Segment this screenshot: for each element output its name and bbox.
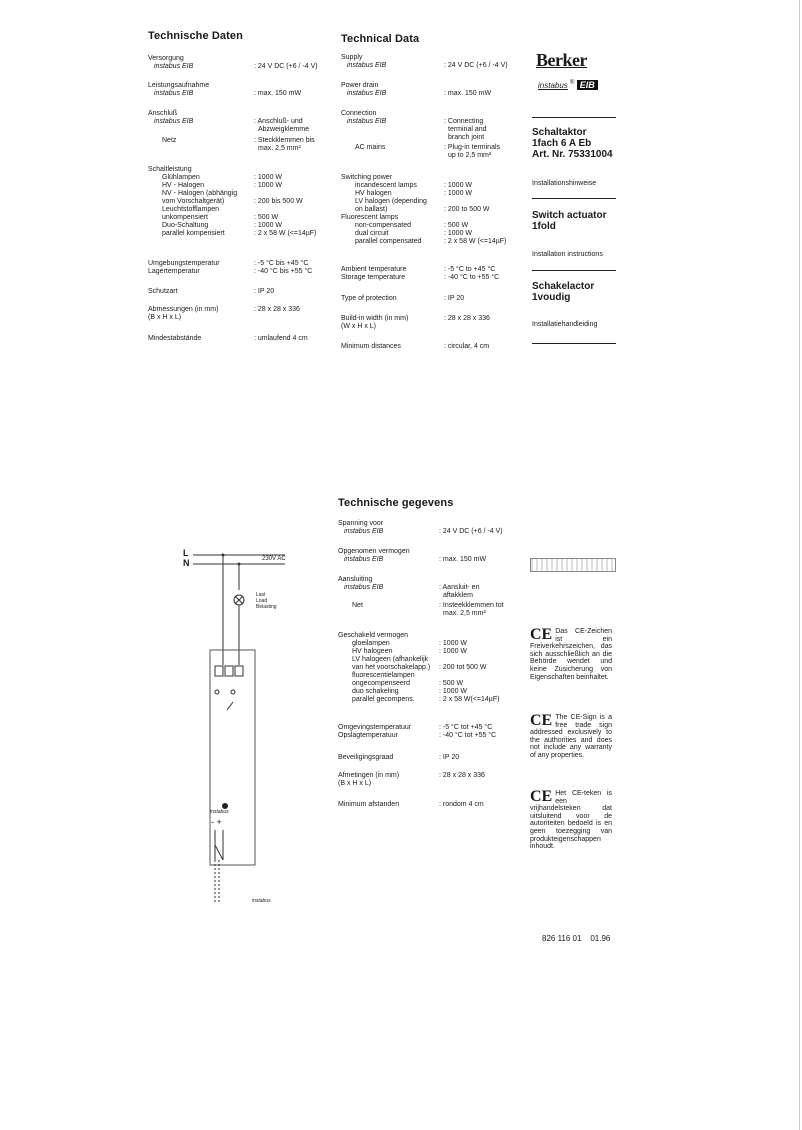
- ce-block-en: [530, 714, 612, 760]
- spec-value: : Aansluit- en: [439, 584, 480, 591]
- instabus-text: instabus: [538, 81, 568, 90]
- product-en-line1: Switch actuator: [532, 210, 607, 221]
- divider-2: [532, 198, 616, 199]
- article-number: Art. Nr. 75331004: [532, 149, 613, 160]
- spec-label: LV halogen (depending: [355, 198, 427, 205]
- english-title: Technical Data: [341, 33, 420, 45]
- spec-label: instabus EIB: [344, 584, 384, 591]
- spec-label: Aansluiting: [338, 576, 373, 583]
- spec-value: : Plug-in terminals: [444, 144, 501, 151]
- german-section: [148, 30, 338, 350]
- spec-value: : 24 V DC (+6 / -4 V): [444, 62, 508, 69]
- switch-lever: [227, 702, 233, 710]
- dutch-title: Technische gegevens: [338, 497, 454, 509]
- product-de-line1: Schaltaktor: [532, 127, 587, 138]
- install-nl: Installatiehandleiding: [532, 321, 598, 328]
- spec-label: parallel kompensiert: [162, 230, 225, 237]
- spec-value: : IP 20: [444, 295, 465, 302]
- spec-label: instabus EIB: [347, 90, 387, 97]
- spec-label: Schaltleistung: [148, 166, 192, 173]
- spec-value: max. 2,5 mm²: [443, 610, 486, 617]
- spec-label: Netz: [162, 137, 177, 144]
- spec-label: Opgenomen vermogen: [338, 548, 410, 555]
- spec-label: Build-in width (in mm): [341, 315, 409, 322]
- spec-label: Anschluß: [148, 110, 178, 117]
- label-box: [530, 558, 616, 572]
- spec-value: : -40 °C to +55 °C: [444, 274, 500, 281]
- ce-text-en: The CE-Sign is a free trade sign addressed exclusively to the authorities and does not include any warranty of any properties.: [530, 714, 612, 759]
- spec-label: ongecompenseerd: [352, 680, 410, 687]
- spec-label: Spanning voor: [338, 520, 384, 527]
- registered-mark: ®: [570, 80, 575, 86]
- spec-label: (B x H x L): [148, 314, 182, 321]
- spec-value: : circular, 4 cm: [444, 343, 490, 350]
- spec-label: Geschakeld vermogen: [338, 632, 409, 639]
- spec-label: Minimum afstanden: [338, 801, 400, 808]
- dutch-section: [338, 497, 528, 817]
- spec-label: Leistungsaufnahme: [148, 82, 210, 89]
- english-section: [341, 33, 531, 363]
- product-title-en: [532, 210, 606, 232]
- ce-block-de: [530, 628, 612, 681]
- spec-value: : -5 °C tot +45 °C: [439, 724, 493, 731]
- terminal: [215, 666, 223, 676]
- ce-mark-icon: CE: [530, 626, 553, 643]
- load-de: Last: [256, 592, 266, 598]
- spec-value: : 1000 W: [444, 182, 473, 189]
- spec-label: AC mains: [355, 144, 386, 151]
- spec-label: gloeilampen: [352, 640, 390, 647]
- spec-value: : 200 to 500 W: [444, 206, 490, 213]
- spec-value: : 2 x 58 W (<=14µF): [444, 238, 507, 245]
- spec-value: : 24 V DC (+6 / -4 V): [254, 63, 318, 70]
- spec-value: : -40 °C bis +55 °C: [254, 268, 313, 275]
- spec-label: vom Vorschaltgerät): [162, 198, 225, 205]
- wiring-diagram: [175, 540, 295, 910]
- spec-value: : 1000 W: [439, 688, 468, 695]
- spec-label: HV - Halogen: [162, 182, 205, 189]
- ce-mark-icon: CE: [530, 788, 553, 805]
- spec-label: instabus EIB: [154, 118, 194, 125]
- spec-label: Beveiligingsgraad: [338, 754, 394, 761]
- spec-label: HV halogeen: [352, 648, 393, 655]
- spec-value: : Insteekklemmen tot: [439, 602, 504, 609]
- spec-value: : 24 V DC (+6 / -4 V): [439, 528, 503, 535]
- spec-label: Leuchtstofflampen: [162, 206, 220, 213]
- spec-value: : 1000 W: [444, 230, 473, 237]
- spec-value: : max. 150 mW: [254, 90, 302, 97]
- eib-text: EIB: [577, 80, 598, 90]
- spec-value: : IP 20: [254, 288, 275, 295]
- spec-label: Opslagtemperatuur: [338, 732, 398, 739]
- divider-1: [532, 117, 616, 118]
- spec-label: Supply: [341, 54, 363, 61]
- spec-value: : max. 150 mW: [444, 90, 492, 97]
- product-de-line2: 1fach 6 A Eb: [532, 138, 592, 149]
- actuator-housing: [210, 650, 255, 865]
- spec-value: : 500 W: [439, 680, 464, 687]
- divider-3: [532, 270, 616, 271]
- spec-value: : Connecting: [444, 118, 484, 125]
- spec-label: Power drain: [341, 82, 379, 89]
- spec-label: Minimum distances: [341, 343, 401, 350]
- spec-value: : max. 150 mW: [439, 556, 487, 563]
- spec-value: aftakklem: [443, 592, 473, 599]
- spec-label: instabus EIB: [154, 90, 194, 97]
- diagram-load: [256, 592, 277, 610]
- spec-label: on ballast): [355, 206, 388, 213]
- ce-block-nl: [530, 790, 612, 851]
- spec-label: Type of protection: [341, 295, 397, 302]
- divider-4: [532, 343, 616, 344]
- spec-value: : 1000 W: [254, 182, 283, 189]
- spec-label: Mindestabstände: [148, 335, 202, 342]
- spec-value: : Anschluß- und: [254, 118, 303, 125]
- spec-value: : 1000 W: [439, 648, 468, 655]
- spec-label: parallel compensated: [355, 238, 422, 245]
- spec-label: (B x H x L): [338, 780, 372, 787]
- spec-label: instabus EIB: [347, 62, 387, 69]
- spec-value: : 500 W: [444, 222, 469, 229]
- spec-label: incandescent lamps: [355, 182, 417, 189]
- spec-value: : 28 x 28 x 336: [254, 306, 300, 313]
- spec-label: LV halogeen (afhankelijk: [352, 656, 429, 663]
- spec-label: Glühlampen: [162, 174, 200, 181]
- spec-label: Storage temperature: [341, 274, 406, 281]
- ce-mark-icon: CE: [530, 712, 553, 729]
- spec-label: non-compensated: [355, 222, 412, 229]
- spec-label: Umgebungstemperatur: [148, 260, 220, 267]
- spec-label: instabus EIB: [154, 63, 194, 70]
- spec-label: Ambient temperature: [341, 266, 407, 273]
- spec-label: Omgevingstemperatuur: [338, 724, 412, 731]
- spec-value: : 1000 W: [254, 222, 283, 229]
- spec-label: Fluorescent lamps: [341, 214, 399, 221]
- spec-label: Schutzart: [148, 288, 178, 295]
- spec-value: Abzweigklemme: [258, 126, 309, 133]
- spec-value: : 1000 W: [444, 190, 473, 197]
- spec-value: : -40 °C tot +55 °C: [439, 732, 497, 739]
- spec-value: : 500 W: [254, 214, 279, 221]
- spec-value: : 200 tot 500 W: [439, 664, 487, 671]
- install-de: Installationshinweise: [532, 180, 597, 187]
- diagram-n-label: N: [183, 558, 190, 568]
- spec-value: up to 2,5 mm²: [448, 152, 492, 159]
- instabus-logo: [538, 80, 598, 90]
- spec-label: instabus EIB: [344, 528, 384, 535]
- spec-label: Net: [352, 602, 363, 609]
- diagram-bus-bottom: instabus: [252, 898, 271, 904]
- install-en: Installation instructions: [532, 251, 603, 258]
- spec-value: : 1000 W: [439, 640, 468, 647]
- spec-label: Afmetingen (in mm): [338, 772, 400, 779]
- spec-value: max. 2,5 mm²: [258, 145, 301, 152]
- spec-value: : 2 x 58 W (<=14µF): [254, 230, 317, 237]
- diagram-bus-label: instabus: [210, 809, 229, 815]
- spec-value: : IP 20: [439, 754, 460, 761]
- spec-label: instabus EIB: [344, 556, 384, 563]
- spec-value: : 28 x 28 x 336: [439, 772, 485, 779]
- diagram-l-label: L: [183, 548, 189, 558]
- diagram-bus-marks: - +: [211, 817, 222, 827]
- spec-value: : -5 °C bis +45 °C: [254, 260, 309, 267]
- spec-label: dual circuit: [355, 230, 389, 237]
- spec-value: : umlaufend 4 cm: [254, 335, 308, 342]
- terminal: [225, 666, 233, 676]
- spec-value: : Steckklemmen bis: [254, 137, 315, 144]
- load-nl: Belasting: [256, 604, 277, 610]
- ce-text-nl: Het CE-teken is een vrijhandelsteken dat uitsluitend voor de autoriteiten bedoeld is en geen toezegging van produkteigenschappen inhoudt.: [530, 790, 612, 851]
- bus-wire: [215, 845, 223, 860]
- spec-label: Duo-Schaltung: [162, 222, 209, 229]
- spec-label: duo schakeling: [352, 688, 399, 695]
- load-en: Load: [256, 598, 268, 604]
- switch-contact: [231, 690, 235, 694]
- spec-label: fluorescentielampen: [352, 672, 415, 679]
- spec-label: van het voorschakelapp.): [352, 664, 431, 671]
- german-title: Technische Daten: [148, 30, 243, 42]
- spec-label: parallel gecompens.: [352, 696, 415, 703]
- spec-value: : -5 °C to +45 °C: [444, 266, 496, 273]
- spec-value: : 200 bis 500 W: [254, 198, 303, 205]
- spec-value: : 1000 W: [254, 174, 283, 181]
- switch-contact: [215, 690, 219, 694]
- product-title-nl: [532, 281, 594, 303]
- product-nl-line2: 1voudig: [532, 292, 571, 303]
- spec-label: unkompensiert: [162, 214, 208, 221]
- spec-label: Switching power: [341, 174, 392, 181]
- spec-label: Versorgung: [148, 55, 184, 62]
- product-en-line2: 1fold: [532, 221, 556, 232]
- ce-text-de: Das CE-Zeichen ist ein Freiverkehrszeichen, das sich ausschließlich an die Behörde wendet und keine Zusicherung von Eigenschaften beinhaltet.: [530, 628, 612, 681]
- spec-label: (W x H x L): [341, 323, 376, 330]
- product-nl-line1: Schakelactor: [532, 281, 595, 292]
- spec-value: terminal and: [448, 126, 487, 133]
- document-code: 826 116 01 01.96: [542, 934, 611, 943]
- diagram-voltage: 230V AC: [262, 556, 286, 562]
- spec-label: HV halogen: [355, 190, 392, 197]
- spec-label: Connection: [341, 110, 377, 117]
- spec-label: Abmessungen (in mm): [148, 306, 219, 313]
- spec-value: : 28 x 28 x 336: [444, 315, 490, 322]
- spec-value: : 2 x 58 W(<=14µF): [439, 696, 500, 703]
- spec-label: instabus EIB: [347, 118, 387, 125]
- spec-value: branch joint: [448, 134, 485, 141]
- spec-value: : rondom 4 cm: [439, 801, 484, 808]
- terminal: [235, 666, 243, 676]
- scan-edge: [799, 0, 800, 1130]
- brand-name: Berker: [536, 50, 587, 70]
- brand-logo: [536, 50, 587, 71]
- spec-label: Lagertemperatur: [148, 268, 200, 275]
- product-title-de: [532, 127, 613, 160]
- spec-label: NV - Halogen (abhängig: [162, 190, 238, 197]
